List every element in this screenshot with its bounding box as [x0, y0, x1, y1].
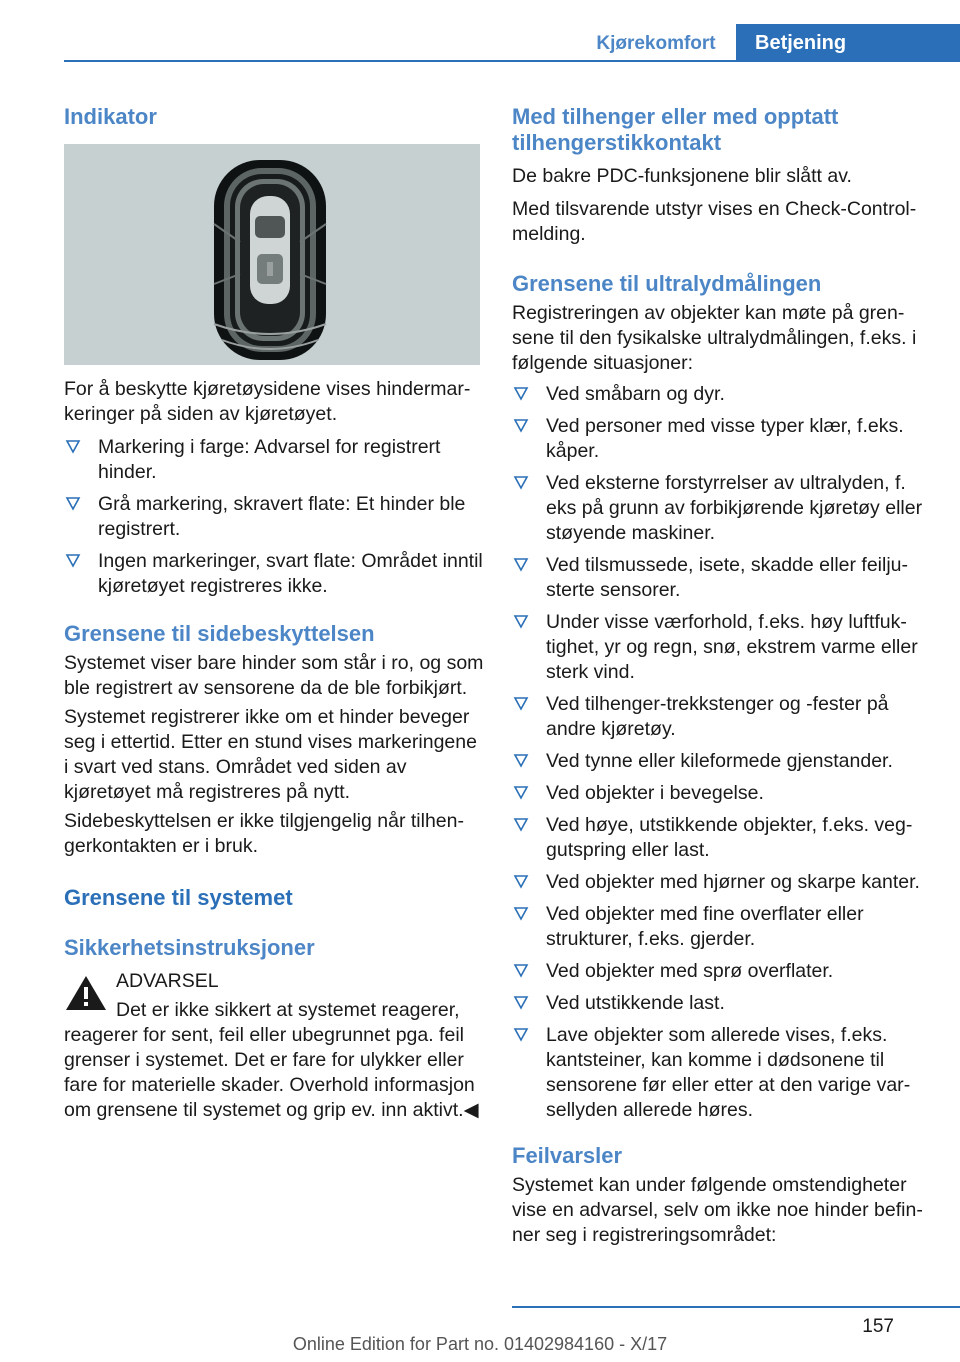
triangle-bullet-icon — [64, 437, 82, 455]
warning-triangle-icon — [64, 973, 108, 1013]
footer-rule — [512, 1306, 960, 1308]
triangle-bullet-icon — [512, 751, 530, 769]
list-item: Grå markering, skravert flate: Et hinder ble registrert. — [64, 492, 484, 542]
list-item: Ved eksterne forstyrrelser av ultralyden, f. eks på grunn av forbikjørende kjøretøy eller støyende maskiner. — [512, 471, 932, 546]
indicator-heading: Indikator — [64, 104, 157, 129]
triangle-bullet-icon — [512, 783, 530, 801]
left-column — [64, 104, 484, 1123]
list-item: Ved objekter med hjørner og skarpe kanter. — [512, 870, 932, 895]
list-item: Ved tilhenger-trekkstenger og -fester på andre kjøretøy. — [512, 692, 932, 742]
trailer-heading: Med tilhenger eller med opptatt tilhengerstikkontakt — [512, 104, 839, 155]
pdc-figure — [64, 144, 480, 365]
warning-box — [64, 969, 484, 1123]
side-protection-paragraph: For å beskytte kjøretøysidene vises hindermarkeringer på siden av kjøretøyet. — [64, 378, 471, 425]
triangle-bullet-icon — [512, 416, 530, 434]
triangle-bullet-icon — [512, 815, 530, 833]
triangle-bullet-icon — [512, 961, 530, 979]
triangle-bullet-icon — [512, 872, 530, 890]
triangle-bullet-icon — [512, 904, 530, 922]
triangle-bullet-icon — [512, 384, 530, 402]
ultrasonic-paragraph: Registreringen av objekter kan møte på grensene til den fysikalske ultralydmålingen, f.eks. i følgende situasjoner: — [512, 302, 917, 374]
triangle-bullet-icon — [512, 612, 530, 630]
list-item: Ved småbarn og dyr. — [512, 382, 932, 407]
list-item: Ved objekter i bevegelse. — [512, 781, 932, 806]
side-limits-heading: Grensene til sidebeskyttelsen — [64, 621, 375, 646]
triangle-bullet-icon — [512, 473, 530, 491]
triangle-bullet-icon — [64, 551, 82, 569]
trailer-paragraph-1: De bakre PDC-funksjonene blir slått av. — [512, 165, 852, 187]
system-limits-heading: Grensene til systemet — [64, 885, 293, 910]
warning-label: ADVARSEL — [116, 970, 219, 992]
header-active-tab[interactable]: Betjening — [736, 24, 960, 62]
list-item: Lave objekter som allerede vises, f.eks. kantsteiner, kan komme i dødsonene til sensorene før eller etter at den varige varsellyden allerede høres. — [512, 1023, 932, 1123]
list-item: Ved høye, utstikkende objekter, f.eks. veggutspring eller last. — [512, 813, 932, 863]
list-item: Ved objekter med sprø overflater. — [512, 959, 932, 984]
ultrasonic-heading: Grensene til ultralydmålingen — [512, 271, 822, 296]
triangle-bullet-icon — [512, 555, 530, 573]
safety-heading: Sikkerhetsinstruksjoner — [64, 935, 315, 960]
side-limits-paragraph-2: Systemet registrerer ikke om et hinder beveger seg i ettertid. Etter en stund vises markeringene i svart ved stans. Området ved siden av kjøretøyet må registreres på nytt. — [64, 706, 477, 803]
list-item: Markering i farge: Advarsel for registrert hinder. — [64, 435, 484, 485]
triangle-bullet-icon — [64, 494, 82, 512]
warning-text-first-line: Det er ikke sikkert at systemet reagerer, — [116, 999, 460, 1021]
edition-footer: Online Edition for Part no. 01402984160 - X/17 — [292, 1334, 668, 1354]
list-item: Ingen markeringer, svart flate: Området inntil kjøretøyet registreres ikke. — [64, 549, 484, 599]
triangle-bullet-icon — [512, 694, 530, 712]
triangle-bullet-icon — [512, 1025, 530, 1043]
list-item: Ved tynne eller kileformede gjenstander. — [512, 749, 932, 774]
list-item: Ved tilsmussede, isete, skadde eller feiljusterte sensorer. — [512, 553, 932, 603]
list-item: Ved utstikkende last. — [512, 991, 932, 1016]
list-item: Ved personer med visse typer klær, f.eks. kåper. — [512, 414, 932, 464]
car-top-view-image — [64, 144, 480, 365]
triangle-bullet-icon — [512, 993, 530, 1011]
side-limits-paragraph-1: Systemet viser bare hinder som står i ro, og som ble registrert av sensorene da de ble forbikjørt. — [64, 652, 484, 699]
right-column — [512, 104, 932, 1248]
side-limits-paragraph-3: Sidebeskyttelsen er ikke tilgjengelig når tilhengerkontakten er i bruk. — [64, 810, 464, 857]
header-section-tab[interactable]: Kjørekomfort — [596, 33, 716, 54]
warning-text: reagerer for sent, feil eller ubegrunnet pga. feil grenser i systemet. Det er fare for ulykker eller fare for materielle skader. Overhold informasjon om grensene til systemet og grip ev. inn aktivt.◀ — [64, 1024, 479, 1121]
list-item: Under visse værforhold, f.eks. høy luftfuktighet, yr og regn, snø, ekstrem varme eller sterk vind. — [512, 610, 932, 685]
page-number: 157 — [862, 1316, 894, 1337]
header-rule — [64, 60, 960, 62]
trailer-paragraph-2: Med tilsvarende utstyr vises en Check-Control-melding. — [512, 198, 917, 245]
marking-list — [64, 435, 484, 599]
ultrasonic-limits-list — [512, 382, 932, 1123]
faults-paragraph: Systemet kan under følgende omstendigheter vise en advarsel, selv om ikke noe hinder befinner seg i registreringsområdet: — [512, 1174, 923, 1246]
list-item: Ved objekter med fine overflater eller strukturer, f.eks. gjerder. — [512, 902, 932, 952]
faults-heading: Feilvarsler — [512, 1143, 623, 1168]
